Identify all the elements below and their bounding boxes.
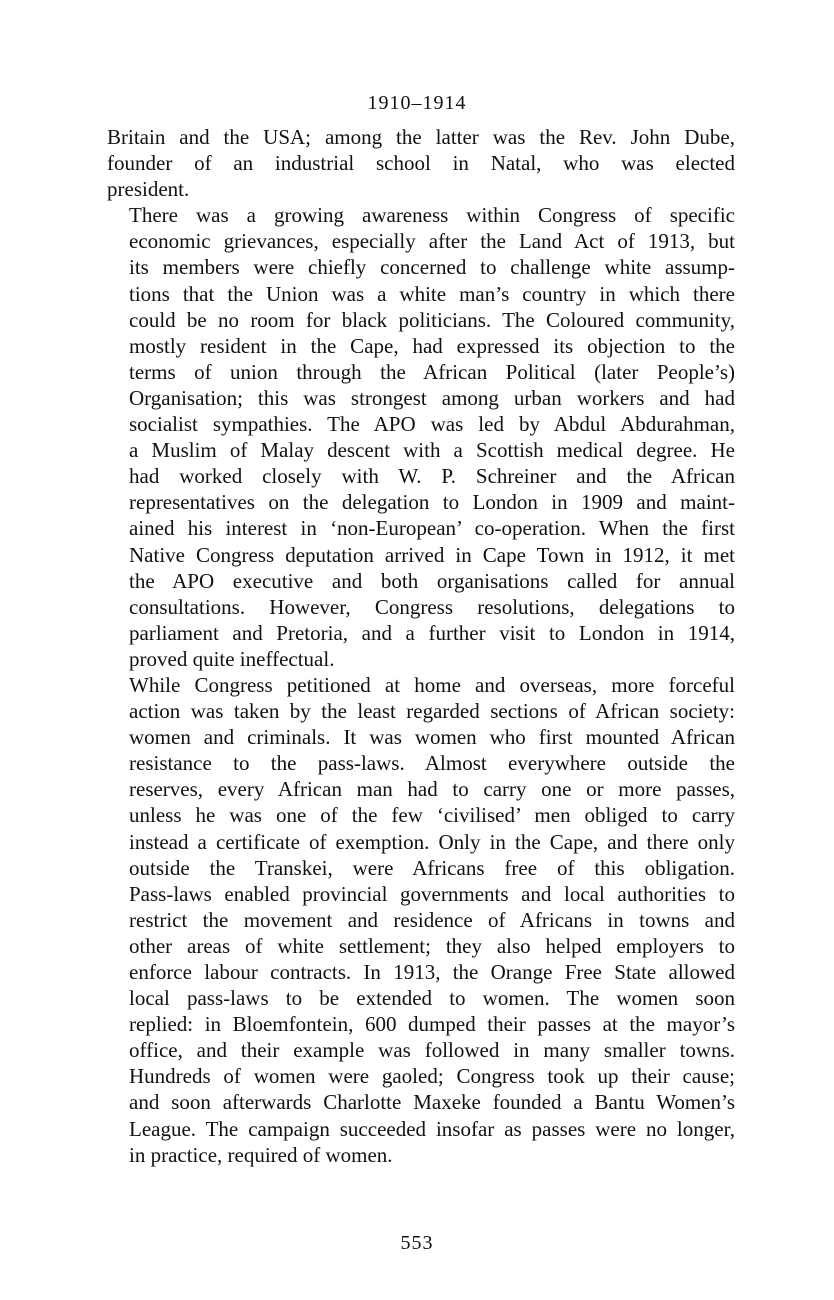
text-line: women and criminals. It was women who first mounted African <box>129 725 735 750</box>
text-line: unless he was one of the few ‘civilised’ men obliged to carry <box>129 803 735 828</box>
paragraph-3 <box>107 672 735 1168</box>
text-line: reserves, every African man had to carry one or more passes, <box>129 777 735 802</box>
text-line: its members were chiefly concerned to challenge white assump- <box>129 255 735 280</box>
paragraph-1 <box>107 124 735 202</box>
text-line: socialist sympathies. The APO was led by Abdul Abdurahman, <box>129 412 735 437</box>
text-line: ained his interest in ‘non-European’ co-operation. When the first <box>129 516 735 541</box>
text-line: other areas of white settlement; they also helped employers to <box>129 933 735 958</box>
text-line: could be no room for black politicians. The Coloured community, <box>129 307 735 332</box>
running-head: 1910–1914 <box>367 92 467 114</box>
text-line: League. The campaign succeeded insofar as passes were no longer, <box>129 1116 735 1141</box>
text-line: had worked closely with W. P. Schreiner and the African <box>129 464 735 489</box>
text-line: representatives on the delegation to London in 1909 and maint- <box>129 490 735 515</box>
text-line: Native Congress deputation arrived in Cape Town in 1912, it met <box>129 542 735 567</box>
text-line: president. <box>107 177 190 202</box>
text-line: Hundreds of women were gaoled; Congress took up their cause; <box>129 1064 735 1089</box>
text-line: instead a certificate of exemption. Only in the Cape, and there only <box>129 829 735 854</box>
text-line: consultations. However, Congress resolutions, delegations to <box>129 594 735 619</box>
text-line: and soon afterwards Charlotte Maxeke founded a Bantu Women’s <box>129 1090 735 1115</box>
page-number: 553 <box>400 1232 434 1254</box>
text-line: While Congress petitioned at home and overseas, more forceful <box>129 672 735 697</box>
text-line: founder of an industrial school in Natal, who was elected <box>107 151 735 176</box>
text-line: economic grievances, especially after the Land Act of 1913, but <box>129 229 735 254</box>
text-line: tions that the Union was a white man’s country in which there <box>129 281 735 306</box>
text-line: action was taken by the least regarded sections of African society: <box>129 699 735 724</box>
text-line: resistance to the pass-laws. Almost everywhere outside the <box>129 751 735 776</box>
text-line: local pass-laws to be extended to women. The women soon <box>129 986 735 1011</box>
text-line: Britain and the USA; among the latter was the Rev. John Dube, <box>107 125 735 149</box>
text-line: in practice, required of women. <box>129 1142 393 1167</box>
text-line: office, and their example was followed in many smaller towns. <box>129 1038 735 1063</box>
text-line: mostly resident in the Cape, had expressed its objection to the <box>129 333 735 358</box>
body-text <box>107 124 735 1168</box>
text-line: enforce labour contracts. In 1913, the Orange Free State allowed <box>129 960 735 984</box>
text-line: Pass-laws enabled provincial governments and local authorities to <box>129 881 735 906</box>
paragraph-2 <box>107 202 735 672</box>
text-line: restrict the movement and residence of Africans in towns and <box>129 907 735 932</box>
text-line: There was a growing awareness within Congress of specific <box>129 203 735 228</box>
text-line: outside the Transkei, were Africans free of this obligation. <box>129 855 735 880</box>
text-line: the APO executive and both organisations called for annual <box>129 568 735 593</box>
text-line: replied: in Bloemfontein, 600 dumped their passes at the mayor’s <box>129 1012 735 1037</box>
text-line: parliament and Pretoria, and a further visit to London in 1914, <box>129 620 735 645</box>
text-line: terms of union through the African Political (later People’s) <box>129 359 735 384</box>
text-line: Organisation; this was strongest among urban workers and had <box>129 385 735 410</box>
text-line: proved quite ineffectual. <box>129 646 335 671</box>
text-line: a Muslim of Malay descent with a Scottish medical degree. He <box>129 438 735 463</box>
